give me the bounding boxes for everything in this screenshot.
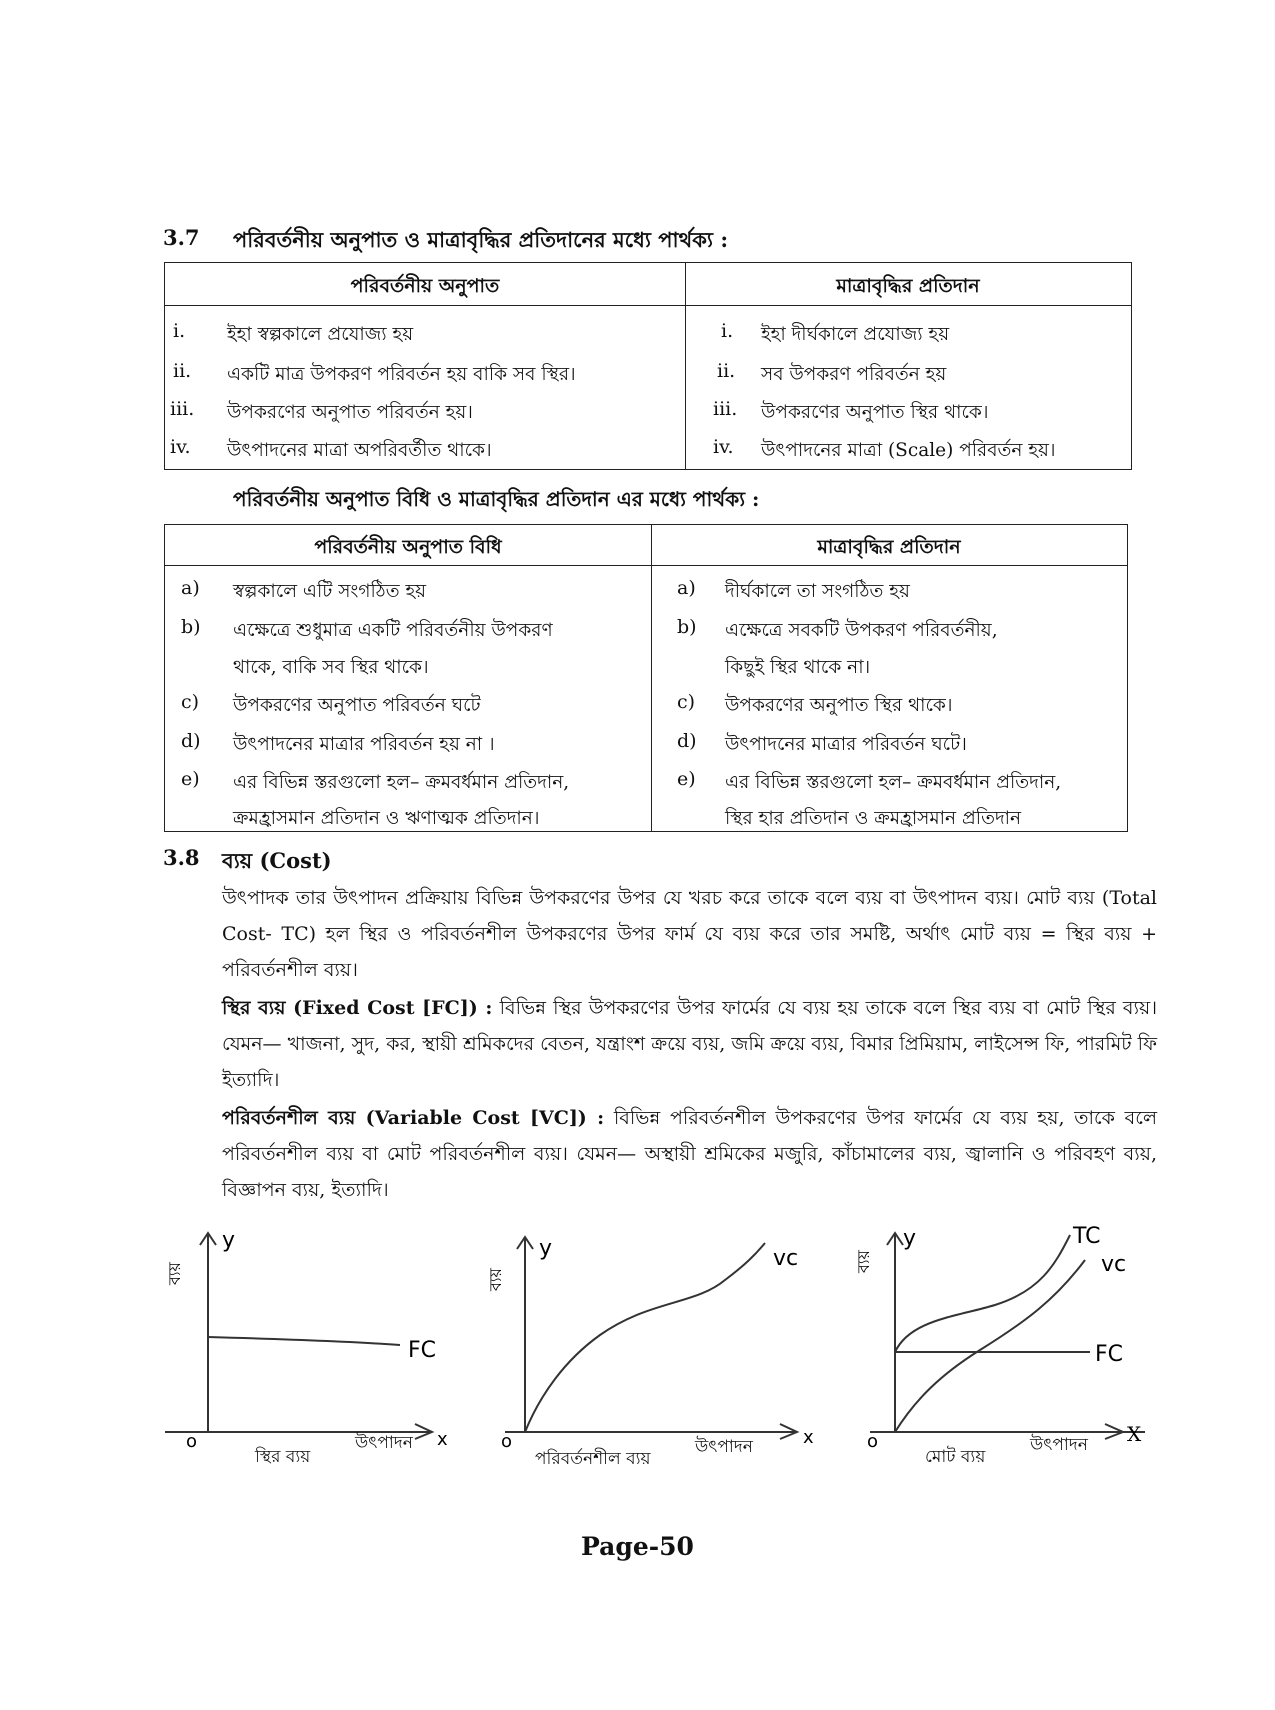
- table-cell: ক্রমহ্রাসমান প্রতিদান ও ঋণাত্মক প্রতিদান।: [233, 808, 540, 829]
- table-row-marker: ii.: [173, 360, 192, 382]
- table-cell: থাকে, বাকি সব স্থির থাকে।: [233, 657, 429, 678]
- table-row-marker: a): [677, 577, 696, 599]
- table-row-marker: a): [181, 577, 200, 599]
- g2-curve-label: vc: [773, 1246, 799, 1271]
- section-38-number: 3.8: [163, 845, 200, 870]
- fixed-cost-term: স্থির ব্যয় (Fixed Cost [FC]) :: [222, 997, 493, 1019]
- table-cell: উৎপাদনের মাত্রার পরিবর্তন ঘটে।: [725, 734, 967, 755]
- g3-tc-label: TC: [1073, 1224, 1101, 1249]
- table-row-marker: d): [181, 730, 201, 752]
- cost-definition-paragraph: [222, 880, 1157, 988]
- g1-xlabel: উৎপাদন: [355, 1433, 413, 1453]
- table-cell: এক্ষেত্রে শুধুমাত্র একটি পরিবর্তনীয় উপকরণ: [233, 620, 553, 641]
- g3-origin: o: [867, 1431, 879, 1452]
- table-cell: দীর্ঘকালে তা সংগঠিত হয়: [725, 581, 910, 602]
- table-row-marker: e): [677, 768, 696, 790]
- g1-origin: o: [186, 1431, 198, 1452]
- g3-vc-label: vc: [1101, 1252, 1127, 1277]
- fixed-cost-text: বিভিন্ন স্থির উপকরণের উপর ফার্মের যে ব্যয় হয় তাকে বলে স্থির ব্যয় বা মোট স্থির ব্যয়। যেমন— খাজনা, সুদ, কর, স্থায়ী শ্রমিকদের বেতন, যন্ত্রাংশ ক্রয়ে ব্যয়, জমি ক্রয়ে ব্যয়, বিমার প্রিমিয়াম, লাইসেন্স ফি, পারমিট ফি ইত্যাদি।: [222, 997, 1158, 1091]
- section-37-title: পরিবর্তনীয় অনুপাত ও মাত্রাবৃদ্ধির প্রতিদানের মধ্যে পার্থক্য :: [233, 227, 729, 252]
- table-row-marker: i.: [173, 320, 186, 342]
- table-cell: এর বিভিন্ন স্তরগুলো হল– ক্রমবর্ধমান প্রতিদান,: [233, 772, 570, 793]
- table-cell: উৎপাদনের মাত্রা (Scale) পরিবর্তন হয়।: [761, 440, 1056, 461]
- g3-y-axis-label: y: [903, 1226, 917, 1251]
- table-row-marker: d): [677, 730, 697, 752]
- table-cell: উপকরণের অনুপাত পরিবর্তন ঘটে: [233, 695, 481, 716]
- table-row-marker: ii.: [717, 360, 736, 382]
- g3-xlabel: উৎপাদন: [1030, 1435, 1088, 1455]
- table-cell: সব উপকরণ পরিবর্তন হয়: [761, 364, 947, 385]
- table-law-variable-proportion: [164, 524, 1128, 832]
- g1-ylabel: ব্যয়: [165, 1262, 184, 1285]
- table-cell: ইহা স্বল্পকালে প্রযোজ্য হয়: [227, 324, 414, 345]
- g2-caption: পরিবর্তনশীল ব্যয়: [535, 1449, 651, 1469]
- g1-curve-label: FC: [408, 1338, 437, 1363]
- g3-ylabel: ব্যয়: [854, 1250, 873, 1273]
- table-cell: উৎপাদনের মাত্রার পরিবর্তন হয় না ।: [233, 734, 495, 755]
- table-cell: এক্ষেত্রে সবকটি উপকরণ পরিবর্তনীয়,: [725, 620, 998, 641]
- table-cell: একটি মাত্র উপকরণ পরিবর্তন হয় বাকি সব স্থির।: [227, 364, 576, 385]
- table2-header-left: পরিবর্তনীয় অনুপাত বিধি: [314, 536, 502, 558]
- g2-y-axis-label: y: [539, 1236, 553, 1261]
- g3-caption: মোট ব্যয়: [925, 1447, 986, 1467]
- fixed-cost-paragraph: [222, 990, 1157, 1098]
- g2-x-axis-label: x: [803, 1427, 814, 1448]
- table-cell: ইহা দীর্ঘকালে প্রযোজ্য হয়: [761, 324, 950, 345]
- g2-ylabel: ব্যয়: [486, 1268, 505, 1291]
- section-38-title: ব্যয় (Cost): [222, 848, 332, 873]
- cost-definition-text: উৎপাদক তার উৎপাদন প্রক্রিয়ায় বিভিন্ন উপকরণের উপর যে খরচ করে তাকে বলে ব্যয় বা উৎপাদন ব্যয়। মোট ব্যয় (Total Cost- TC) হল স্থির ও পরিবর্তনশীল উপকরণের উপর ফার্ম যে ব্যয় করে তার সমষ্টি, অর্থাৎ মোট ব্যয় = স্থির ব্যয় + পরিবর্তনশীল ব্যয়।: [222, 887, 1157, 981]
- g1-x-axis-label: x: [437, 1429, 448, 1450]
- variable-cost-term: পরিবর্তনশীল ব্যয় (Variable Cost [VC]) :: [222, 1107, 605, 1129]
- table-row-marker: c): [677, 691, 696, 713]
- table-cell: স্বল্পকালে এটি সংগঠিত হয়: [233, 581, 427, 602]
- table-row-marker: b): [181, 616, 201, 638]
- g3-x-axis-label: X: [1127, 1422, 1142, 1446]
- variable-cost-text: বিভিন্ন পরিবর্তনশীল উপকরণের উপর ফার্মের যে ব্যয় হয়, তাকে বলে পরিবর্তনশীল ব্যয় বা মোট পরিবর্তনশীল ব্যয়। যেমন— অস্থায়ী শ্রমিকের মজুরি, কাঁচামালের ব্যয়, জ্বালানি ও পরিবহণ ব্যয়, বিজ্ঞাপন ব্যয়, ইত্যাদি।: [222, 1107, 1157, 1201]
- table-row-marker: iv.: [170, 436, 191, 458]
- page-number: Page-50: [581, 1532, 694, 1561]
- table1-header-right: মাত্রাবৃদ্ধির প্রতিদান: [836, 275, 980, 297]
- fixed-cost-graph: [160, 1225, 460, 1452]
- table-cell: উৎপাদনের মাত্রা অপরিবর্তীত থাকে।: [227, 440, 492, 461]
- table-cell: উপকরণের অনুপাত পরিবর্তন হয়।: [227, 402, 473, 423]
- table-row-marker: e): [181, 768, 200, 790]
- total-cost-graph: [854, 1224, 1155, 1452]
- table-cell: উপকরণের অনুপাত স্থির থাকে।: [761, 402, 989, 423]
- table-row-marker: b): [677, 616, 697, 638]
- table-cell: এর বিভিন্ন স্তরগুলো হল– ক্রমবর্ধমান প্রতিদান,: [725, 772, 1062, 793]
- table-row-marker: iv.: [713, 436, 734, 458]
- variable-cost-paragraph: [222, 1100, 1157, 1208]
- table-cell: স্থির হার প্রতিদান ও ক্রমহ্রাসমান প্রতিদান: [725, 808, 1022, 829]
- g3-fc-label: FC: [1095, 1342, 1124, 1367]
- table2-header-right: মাত্রাবৃদ্ধির প্রতিদান: [817, 536, 961, 558]
- table2-title: পরিবর্তনীয় অনুপাত বিধি ও মাত্রাবৃদ্ধির প্রতিদান এর মধ্যে পার্থক্য :: [233, 487, 760, 511]
- g2-origin: o: [501, 1431, 513, 1452]
- table1-header-left: পরিবর্তনীয় অনুপাত: [350, 275, 500, 297]
- table-row-marker: iii.: [170, 398, 195, 420]
- g2-xlabel: উৎপাদন: [695, 1437, 753, 1457]
- g1-y-axis-label: y: [222, 1228, 236, 1253]
- table-cell: কিছুই স্থির থাকে না।: [725, 657, 871, 678]
- table-row-marker: i.: [721, 320, 734, 342]
- g1-caption: স্থির ব্যয়: [255, 1447, 311, 1467]
- table-row-marker: iii.: [713, 398, 738, 420]
- table-cell: উপকরণের অনুপাত স্থির থাকে।: [725, 695, 953, 716]
- table-row-marker: c): [181, 691, 200, 713]
- table-variable-proportion: [164, 262, 1132, 470]
- section-37-number: 3.7: [163, 225, 200, 250]
